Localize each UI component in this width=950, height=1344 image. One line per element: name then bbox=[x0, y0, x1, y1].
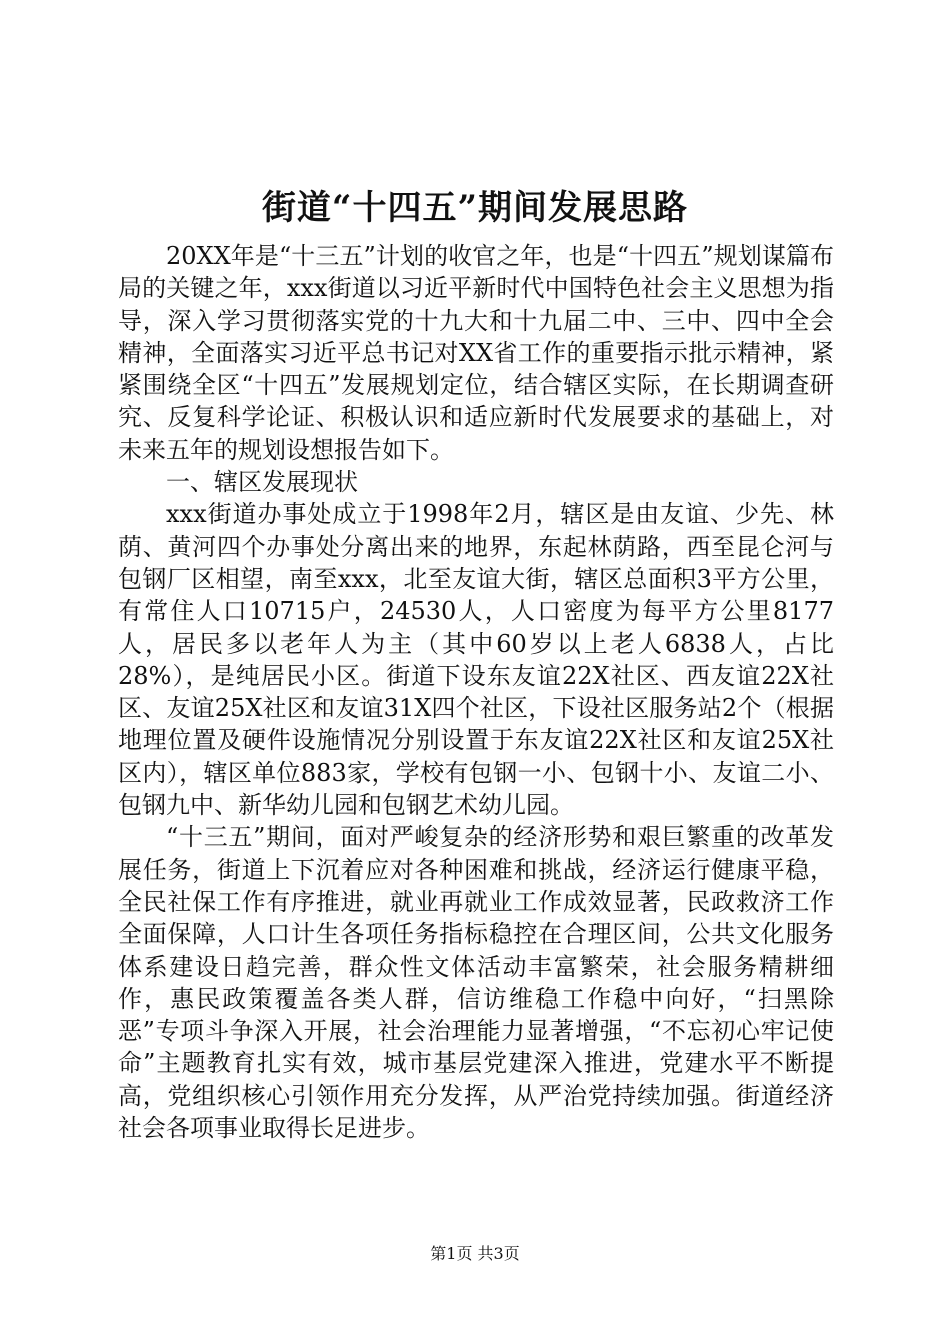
section-heading-1: 一、辖区发展现状 bbox=[166, 468, 358, 497]
document-title: 街道“十四五”期间发展思路 bbox=[261, 188, 689, 228]
paragraph-intro: 20XX年是“十三五”计划的收官之年，也是“十四五”规划谋篇布局的关键之年，xxx街道以习近平新时代中国特色社会主义思想为指导，深入学习贯彻落实党的十九大和十九届二中、三中、四中全会精神，全面落实习近平总书记对XX省工作的重要指示批示精神，紧紧围绕全区“十四五”发展规划定位，结合辖区实际，在长期调查研究、反复科学论证、积极认识和适应新时代发展要求的基础上，对未来五年的规划设想报告如下。 bbox=[118, 242, 834, 464]
document-body bbox=[118, 240, 834, 1144]
paragraph-district-overview: xxx街道办事处成立于1998年2月，辖区是由友谊、少先、林荫、黄河四个办事处分离出来的地界，东起林荫路，西至昆仑河与包钢厂区相望，南至xxx，北至友谊大街，辖区总面积3平方公里，有常住人口10715户，24530人，人口密度为每平方公里8177人，居民多以老年人为主（其中60岁以上老人6838人，占比28%），是纯居民小区。街道下设东友谊22X社区、西友谊22X社区、友谊25X社区和友谊31X四个社区，下设社区服务站2个（根据地理位置及硬件设施情况分别设置于东友谊22X社区和友谊25X社区内），辖区单位883家，学校有包钢一小、包钢十小、友谊二小、包钢九中、新华幼儿园和包钢艺术幼儿园。 bbox=[118, 500, 834, 820]
paragraph-13th-plan-review: “十三五”期间，面对严峻复杂的经济形势和艰巨繁重的改革发展任务，街道上下沉着应对各种困难和挑战，经济运行健康平稳，全民社保工作有序推进，就业再就业工作成效显著，民政救济工作全面保障，人口计生各项任务指标稳控在合理区间，公共文化服务体系建设日趋完善，群众性文体活动丰富繁荣，社会服务精耕细作，惠民政策覆盖各类人群，信访维稳工作稳中向好，“扫黑除恶”专项斗争深入开展，社会治理能力显著增强，“不忘初心牢记使命”主题教育扎实有效，城市基层党建深入推进，党建水平不断提高，党组织核心引领作用充分发挥，从严治党持续加强。街道经济社会各项事业取得长足进步。 bbox=[118, 823, 834, 1143]
page-number-footer: 第1页 共3页 bbox=[430, 1244, 520, 1263]
